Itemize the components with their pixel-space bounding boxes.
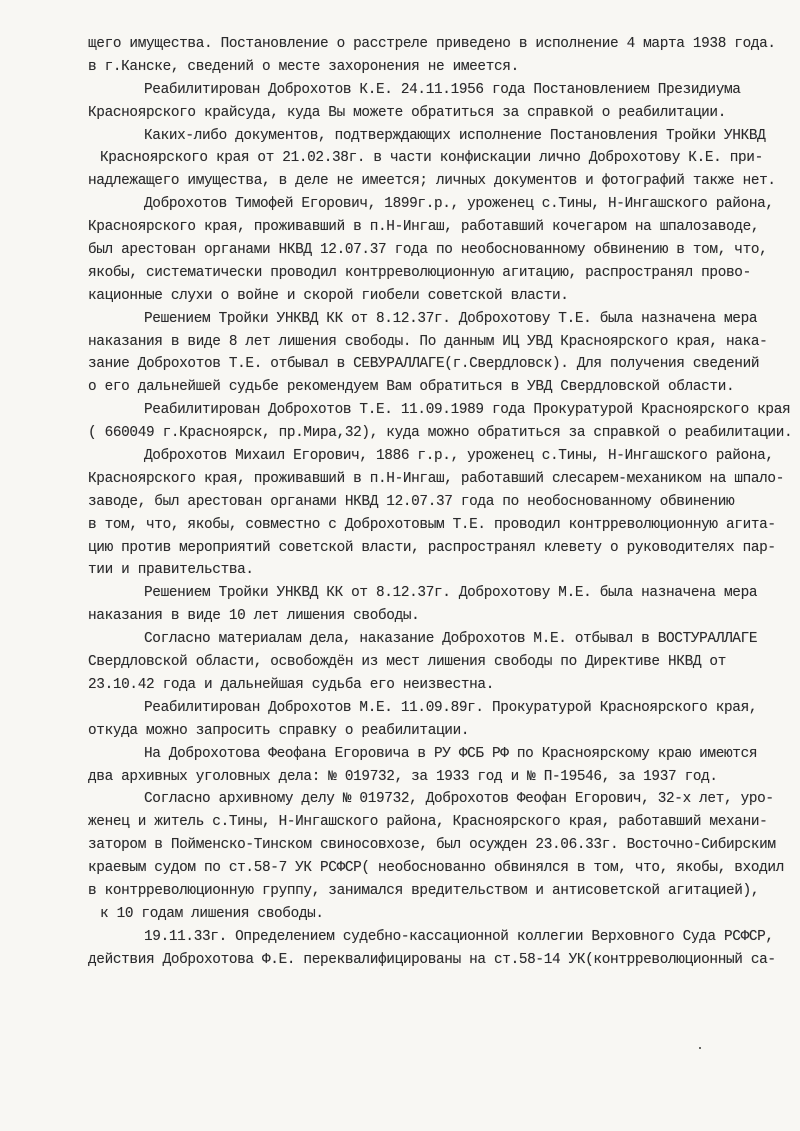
- text-line: якобы, систематически проводил контрреволюционную агитацию, распространял прово-: [88, 264, 751, 281]
- text-line: Красноярского края, проживавший в п.Н-Ингаш, работавший кочегаром на шпалозаводе,: [88, 219, 760, 236]
- text-line: ( 660049 г.Красноярск, пр.Мира,32), куда можно обратиться за справкой о реабилитации.: [88, 425, 793, 442]
- text-line: Свердловской области, освобождён из мест лишения свободы по Директиве НКВД от: [88, 654, 727, 671]
- paragraph-start: Доброхотов Михаил Егорович, 1886 г.р., уроженец с.Тины, Н-Ингашского района,: [144, 448, 774, 465]
- paragraph-start: Решением Тройки УНКВД КК от 8.12.37г. Доброхотову Т.Е. была назначена мера: [144, 310, 758, 327]
- text-line: был арестован органами НКВД 12.07.37 года по необоснованному обвинению в том, что,: [88, 242, 768, 259]
- text-line: Красноярского края от 21.02.38г. в части конфискации лично Доброхотову К.Е. при-: [100, 150, 763, 167]
- text-line: в том, что, якобы, совместно с Доброхотовым Т.Е. проводил контрреволюционную агита-: [88, 516, 776, 533]
- paragraph-start: Каких-либо документов, подтверждающих исполнение Постановления Тройки УНКВД: [144, 127, 766, 144]
- text-line: откуда можно запросить справку о реабилитации.: [88, 722, 470, 739]
- text-line: женец и житель с.Тины, Н-Ингашского района, Красноярского края, работавший механи-: [88, 814, 768, 831]
- text-line: краевым судом по ст.58-7 УК РСФСР( необоснованно обвинялся в том, что, якобы, входил: [88, 860, 785, 877]
- paragraph-start: Решением Тройки УНКВД КК от 8.12.37г. Доброхотову М.Е. была назначена мера: [144, 585, 758, 602]
- text-line: цию против мероприятий советской власти, распространял клевету о руководителях пар-: [88, 539, 776, 556]
- paragraph-start: Реабилитирован Доброхотов Т.Е. 11.09.1989 года Прокуратурой Красноярского края: [144, 402, 791, 419]
- text-line: тии и правительства.: [88, 562, 254, 579]
- paragraph-start: Реабилитирован Доброхотов К.Е. 24.11.1956 года Постановлением Президиума: [144, 81, 741, 98]
- text-line: затором в Пойменско-Тинском свиносовхозе, был осужден 23.06.33г. Восточно-Сибирским: [88, 837, 776, 854]
- paragraph-start: Доброхотов Тимофей Егорович, 1899г.р., уроженец с.Тины, Н-Ингашского района,: [144, 196, 774, 213]
- text-line: действия Доброхотова Ф.Е. переквалифицированы на ст.58-14 УК(контрреволюционный са-: [88, 951, 776, 968]
- text-line: 23.10.42 года и дальнейшая судьба его неизвестна.: [88, 676, 495, 693]
- text-line: Красноярского крайсуда, куда Вы можете обратиться за справкой о реабилитации.: [88, 104, 727, 121]
- text-line: в контрреволюционную группу, занимался вредительством и антисоветской агитацией),: [88, 882, 760, 899]
- paragraph-start: Согласно материалам дела, наказание Доброхотов М.Е. отбывал в ВОСТУРАЛЛАГЕ: [144, 631, 758, 648]
- text-line: щего имущества. Постановление о расстреле приведено в исполнение 4 марта 1938 года.: [88, 36, 776, 52]
- text-line: надлежащего имущества, в деле не имеется; личных документов и фотографий также нет.: [88, 173, 776, 190]
- text-line: в г.Канске, сведений о месте захоронения не имеется.: [88, 58, 519, 75]
- paragraph-start: Согласно архивному делу № 019732, Доброхотов Феофан Егорович, 32-х лет, уро-: [144, 791, 774, 808]
- typewritten-text: [88, 33, 793, 972]
- text-line: заводе, был арестован органами НКВД 12.07.37 года по необоснованному обвинению: [88, 493, 735, 510]
- text-line: наказания в виде 10 лет лишения свободы.: [88, 608, 420, 625]
- ink-speck: [699, 1047, 701, 1049]
- paragraph-start: 19.11.33г. Определением судебно-кассационной коллегии Верховного Суда РСФСР,: [144, 928, 774, 945]
- text-line: о его дальнейшей судьбе рекомендуем Вам обратиться в УВД Свердловской области.: [88, 379, 735, 396]
- text-line: Красноярского края, проживавший в п.Н-Ингаш, работавший слесарем-механиком на шпало-: [88, 470, 785, 487]
- text-line: два архивных уголовных дела: № 019732, за 1933 год и № П-19546, за 1937 год.: [88, 768, 718, 785]
- paragraph-start: Реабилитирован Доброхотов М.Е. 11.09.89г. Прокуратурой Красноярского края,: [144, 699, 758, 716]
- text-line: наказания в виде 8 лет лишения свободы. По данным ИЦ УВД Красноярского края, нака-: [88, 333, 768, 350]
- text-line: к 10 годам лишения свободы.: [100, 905, 324, 922]
- paragraph-start: На Доброхотова Феофана Егоровича в РУ ФСБ РФ по Красноярскому краю имеются: [144, 745, 758, 762]
- text-line: кационные слухи о войне и скорой гиобели советской власти.: [88, 287, 569, 304]
- text-line: зание Доброхотов Т.Е. отбывал в СЕВУРАЛЛАГЕ(г.Свердловск). Для получения сведений: [88, 356, 760, 373]
